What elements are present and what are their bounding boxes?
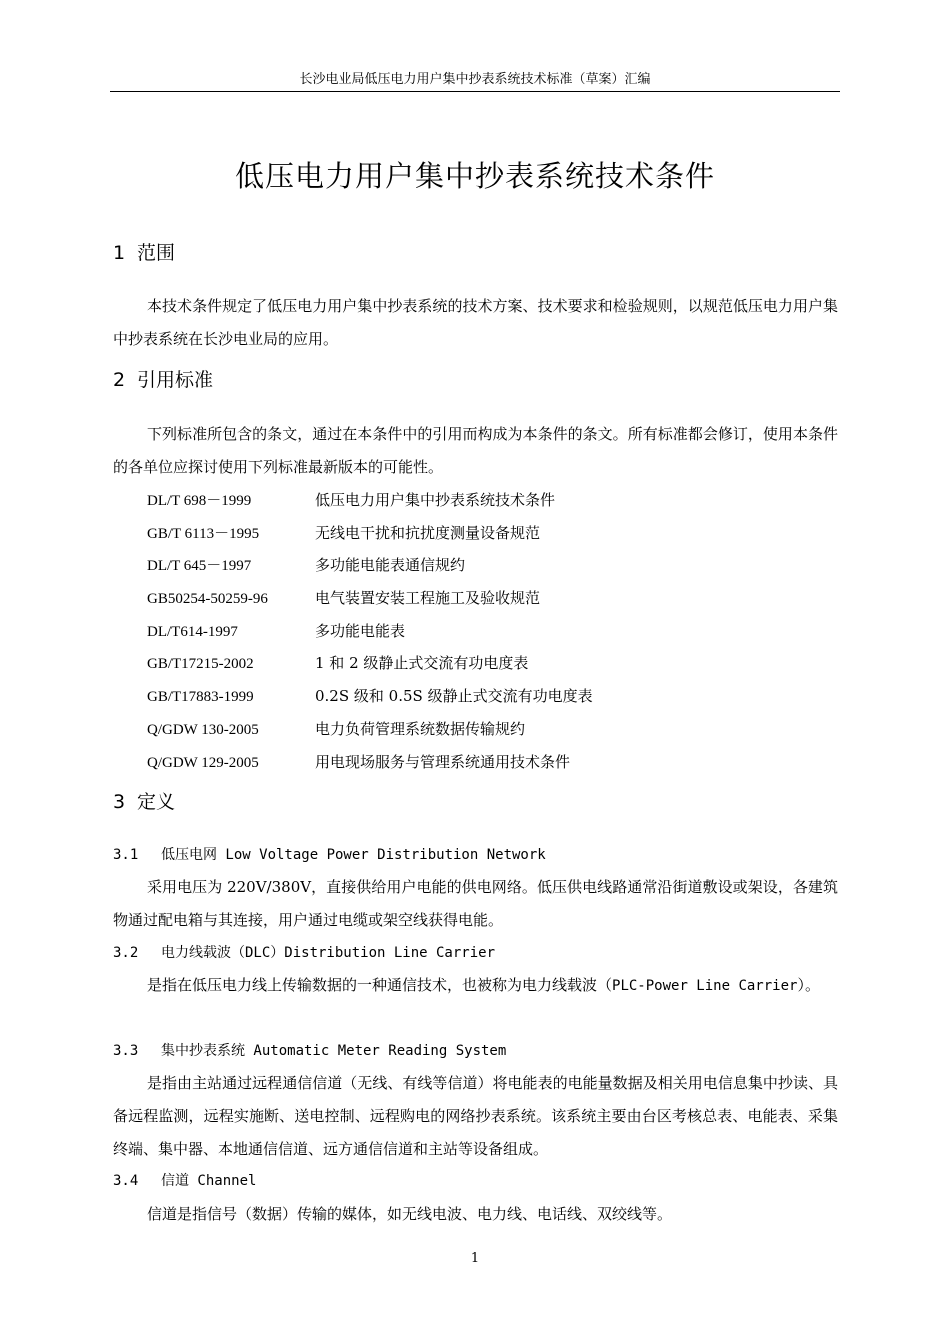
definition-term: 低压电网 Low Voltage Power Distribution Network (161, 847, 546, 863)
standard-name: 1 和 2 级静止式交流有功电度表 (315, 654, 529, 673)
standard-row (147, 549, 837, 582)
standard-code: Q/GDW 130-2005 (147, 721, 259, 738)
running-header: 长沙电业局低压电力用户集中抄表系统技术标准（草案）汇编 (110, 71, 840, 92)
section-heading-scope (113, 240, 175, 266)
standard-code: GB/T17883-1999 (147, 689, 254, 706)
page-number: 1 (470, 1251, 480, 1266)
definition-term: 电力线载波（DLC）Distribution Line Carrier (161, 945, 496, 961)
document-title: 低压电力用户集中抄表系统技术条件 (234, 159, 715, 194)
definition-text: 采用电压为 220V/380V，直接供给用户电能的供电网络。低压供电线路通常沿街道敷设或架设，各建筑物通过配电箱与其连接，用户通过电缆或架空线获得电能。 (113, 878, 838, 929)
definition-term: 信道 Channel (161, 1173, 257, 1189)
standard-code: DL/T 645－1997 (147, 558, 252, 575)
definition-number: 3.2 (113, 945, 139, 961)
standards-list (147, 484, 837, 778)
standard-code: DL/T 698－1999 (147, 493, 252, 509)
standard-row (147, 582, 837, 615)
standard-code: GB/T 6113－1995 (147, 525, 260, 542)
section-title: 引用标准 (137, 369, 214, 391)
definition-number: 3.1 (113, 847, 139, 863)
section-heading-definitions (113, 789, 175, 815)
standard-name: 0.2S 级和 0.5S 级静止式交流有功电度表 (315, 687, 593, 706)
standard-row (147, 746, 837, 779)
standard-row (147, 517, 837, 550)
standard-name: 多功能电能表 (315, 621, 406, 640)
standard-code: GB50254-50259-96 (147, 591, 268, 608)
standard-name: 多功能电能表通信规约 (315, 556, 466, 575)
standard-name: 无线电干扰和抗扰度测量设备规范 (315, 523, 541, 542)
definition-heading (113, 937, 495, 970)
standard-row (147, 680, 837, 713)
section-title: 定义 (137, 791, 176, 813)
section-heading-references (113, 367, 213, 393)
standard-row (147, 647, 837, 680)
definition-text-term: PLC-Power Line Carrier (612, 978, 798, 994)
definition-heading (113, 1165, 256, 1198)
standard-name: 电气装置安装工程施工及验收规范 (315, 589, 541, 608)
standard-name: 电力负荷管理系统数据传输规约 (315, 719, 526, 738)
section-number: 2 (113, 369, 126, 391)
standard-code: DL/T614-1997 (147, 623, 238, 640)
definition-text: 信道是指信号（数据）传输的媒体，如无线电波、电力线、电话线、双绞线等。 (147, 1205, 673, 1223)
section-number: 3 (113, 791, 126, 813)
definition-text (113, 969, 838, 1003)
section-title: 范围 (137, 242, 176, 264)
definition-number: 3.4 (113, 1173, 139, 1189)
standard-code: GB/T17215-2002 (147, 656, 254, 673)
definition-text-part: ）。 (797, 976, 820, 994)
definition-heading (113, 839, 546, 872)
definition-text: 是指由主站通过远程通信信道（无线、有线等信道）将电能表的电能量数据及相关用电信息集中抄读、具备远程监测，远程实施断、送电控制、远程购电的网络抄表系统。该系统主要由台区考核总表、电能表、采集终端、集中器、本地通信信道、远方通信信道和主站等设备组成。 (113, 1074, 838, 1158)
standard-row (147, 713, 837, 746)
references-paragraph: 下列标准所包含的条文，通过在本条件中的引用而构成为本条件的条文。所有标准都会修订，使用本条件的各单位应探讨使用下列标准最新版本的可能性。 (113, 425, 838, 476)
definition-term: 集中抄表系统 Automatic Meter Reading System (161, 1043, 507, 1059)
section-number: 1 (113, 242, 126, 264)
scope-paragraph: 本技术条件规定了低压电力用户集中抄表系统的技术方案、技术要求和检验规则，以规范低压电力用户集中抄表系统在长沙电业局的应用。 (113, 297, 838, 348)
definition-text-part: 是指在低压电力线上传输数据的一种通信技术，也被称为电力线载波（ (147, 976, 613, 994)
standard-row (147, 484, 837, 517)
standard-code: Q/GDW 129-2005 (147, 754, 259, 771)
standard-name: 用电现场服务与管理系统通用技术条件 (315, 752, 571, 771)
standard-row (147, 615, 837, 648)
standard-name: 低压电力用户集中抄表系统技术条件 (315, 491, 556, 509)
definition-number: 3.3 (113, 1043, 139, 1059)
definition-heading (113, 1035, 506, 1068)
